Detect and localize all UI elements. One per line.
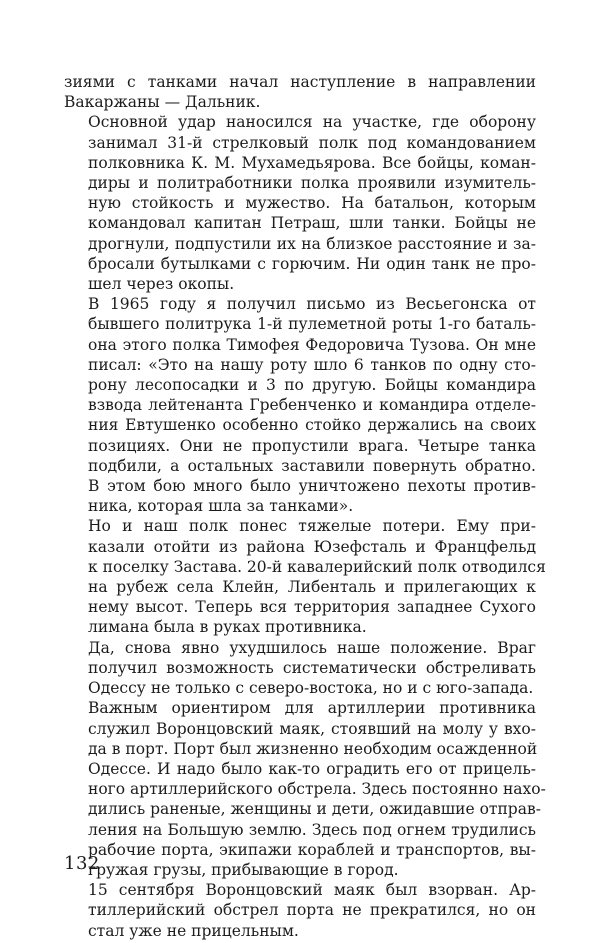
text-line: лимана была в руках противника. — [88, 618, 367, 637]
text-line: гружая грузы, прибывающие в город. — [88, 860, 399, 879]
text-line: ного артиллерийского обстрела. Здесь постоянно нахо- — [88, 780, 546, 799]
text-line: ника, которая шла за танками». — [88, 497, 354, 516]
text-line: казали отойти из района Юзефсталь и Францфельд — [88, 537, 536, 556]
paragraph — [64, 112, 536, 294]
text-line: 15 сентября Воронцовский маяк был взорван. Ар- — [88, 881, 536, 900]
text-line: ную стойкость и мужество. На батальон, которым — [88, 194, 536, 213]
text-line: подбили, а остальных заставили повернуть обратно. — [88, 456, 536, 475]
text-line: командовал капитан Петраш, шли танки. Бойцы не — [88, 214, 536, 233]
text-line: на рубеж села Клейн, Либенталь и прилегающих к — [88, 578, 536, 597]
text-line: нему высот. Теперь вся территория западнее Сухого — [88, 598, 536, 617]
text-line: ния Евтушенко особенно стойко держались на своих — [88, 416, 536, 435]
text-line: стал уже не прицельным. — [88, 921, 299, 940]
body-text — [64, 72, 546, 941]
text-line: рабочие порта, экипажи кораблей и транспортов, вы- — [88, 840, 536, 859]
text-line: служил Воронцовский маяк, стоявший на молу у вхо- — [88, 719, 536, 738]
paragraph — [64, 638, 536, 699]
text-line: тиллерийский обстрел порта не прекратился, но он — [88, 901, 536, 920]
paragraph — [64, 880, 536, 941]
paragraph — [64, 698, 546, 880]
text-line: к поселку Застава. 20-й кавалерийский полк отводился — [88, 557, 546, 576]
text-line: она этого полка Тимофея Федоровича Тузова. Он мне — [88, 335, 536, 354]
text-line: писал: «Это на нашу роту шло 6 танков по одну сто- — [88, 355, 536, 374]
text-line: Важным ориентиром для артиллерии противника — [88, 699, 536, 718]
text-line: диры и политработники полка проявили изумитель- — [88, 174, 536, 193]
text-line: шел через окопы. — [88, 275, 235, 294]
text-line: бывшего политрука 1-й пулеметной роты 1-го баталь- — [88, 315, 536, 334]
text-line: Основной удар наносился на участке, где оборону — [88, 113, 536, 132]
text-line: Да, снова явно ухудшилось наше положение. Враг — [88, 638, 536, 657]
text-line: В 1965 году я получил письмо из Весьегонска от — [88, 295, 536, 314]
text-line: рону лесопосадки и 3 по другую. Бойцы командира — [88, 376, 536, 395]
text-line: занимал 31-й стрелковый полк под командованием — [88, 133, 536, 152]
text-line: дились раненые, женщины и дети, ожидавшие отправ- — [88, 800, 541, 819]
text-line: получил возможность систематически обстреливать — [88, 658, 536, 677]
text-line: полковника К. М. Мухамедьярова. Все бойцы, коман- — [88, 153, 536, 172]
text-line: Одессу не только с северо-востока, но и с юго-запада. — [88, 679, 534, 698]
text-line: да в порт. Порт был жизненно необходим осажденной — [88, 739, 538, 758]
text-line: Вакаржаны — Дальник. — [64, 93, 261, 112]
text-line: Но и наш полк понес тяжелые потери. Ему при- — [88, 517, 536, 536]
text-line: позициях. Они не пропустили врага. Четыре танка — [88, 436, 536, 455]
paragraph — [64, 72, 536, 112]
paragraph — [64, 516, 546, 637]
text-line: Одессе. И надо было как-то оградить его от прицель- — [88, 759, 536, 778]
text-line: зиями с танками начал наступление в направлении — [64, 73, 536, 91]
text-line: бросали бутылками с горючим. Ни один танк не про- — [88, 254, 536, 273]
text-line: В этом бою много было уничтожено пехоты против- — [88, 477, 536, 496]
text-line: дрогнули, подпустили их на близкое расстояние и за- — [88, 234, 536, 253]
text-line: взвода лейтенанта Гребенченко и командира отделе- — [88, 396, 536, 415]
text-line: ления на Большую землю. Здесь под огнем трудились — [88, 820, 536, 839]
page-number: 132 — [64, 853, 100, 874]
paragraph — [64, 294, 536, 516]
